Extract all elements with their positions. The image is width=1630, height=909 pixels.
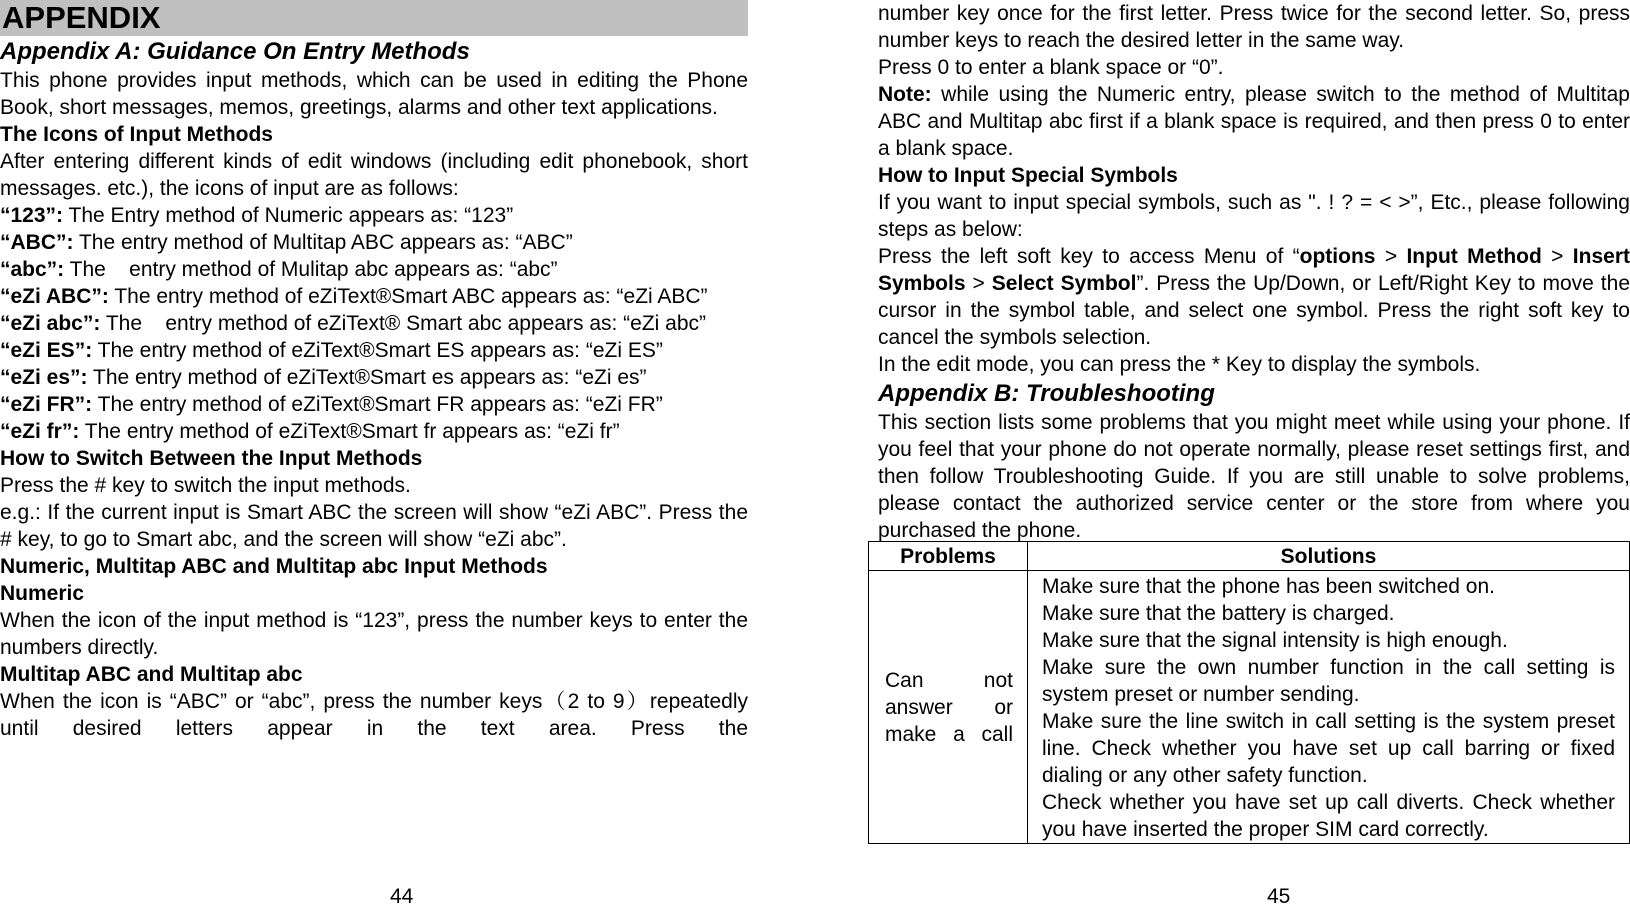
solution-item: Make sure the own number function in the call setting is system preset or number sending. [1042,656,1615,706]
appendix-header: APPENDIX [0,0,748,36]
note-paragraph: Note: while using the Numeric entry, please switch to the method of Multitap ABC and Multitap abc first if a blank space is required, and then press 0 to enter a blank space. [878,83,1630,160]
icons-heading: The Icons of Input Methods [0,123,273,146]
icon-entry-ABC: “ABC”: The entry method of Multitap ABC appears as: “ABC” [0,231,573,254]
multitap-continued: number key once for the first letter. Press twice for the second letter. So, press number keys to reach the desired letter in the same way. [878,2,1630,52]
table-row [869,571,1630,844]
solutions-column-header: Solutions [1028,542,1630,571]
menu-path-paragraph: Press the left soft key to access Menu of “options > Input Method > Insert Symbols > Select Symbol”. Press the Up/Down, or Left/Right Key to move the cursor in the symbol table, and select one symbol. Press the right soft key to cancel the symbols selection. [878,245,1630,349]
problems-column-header: Problems [869,542,1028,571]
icon-entry-ezi-FR: “eZi FR”: The entry method of eZiText®Smart FR appears as: “eZi FR” [0,393,663,416]
left-page [0,0,748,742]
special-symbols-heading: How to Input Special Symbols [878,164,1178,187]
appendix-b-title: Appendix B: Troubleshooting [878,380,1215,407]
icon-entry-ezi-ES: “eZi ES”: The entry method of eZiText®Smart ES appears as: “eZi ES” [0,339,663,362]
icon-entry-123: “123”: The Entry method of Numeric appears as: “123” [0,204,514,227]
icon-entry-ezi-es: “eZi es”: The entry method of eZiText®Smart es appears as: “eZi es” [0,366,647,389]
troubleshooting-table [868,541,1630,844]
icon-entry-ezi-abc: “eZi abc”: The entry method of eZiText® Smart abc appears as: “eZi abc” [0,312,707,335]
special-symbols-paragraph: If you want to input special symbols, such as ". ! ? = < >”, Etc., please following steps as below: [878,191,1630,241]
solution-item: Make sure that the battery is charged. [1042,602,1395,625]
numeric-multitap-heading: Numeric, Multitap ABC and Multitap abc Input Methods [0,555,548,578]
numeric-heading: Numeric [0,582,85,605]
icons-intro: After entering different kinds of edit windows (including edit phonebook, short messages. etc.), the icons of input are as follows: [0,150,748,200]
table-header-row [869,542,1630,571]
solution-item: Make sure that the phone has been switched on. [1042,575,1495,598]
icon-entry-ezi-ABC: “eZi ABC”: The entry method of eZiText®Smart ABC appears as: “eZi ABC” [0,285,708,308]
switch-paragraph-1: Press the # key to switch the input methods. [0,474,411,497]
solution-item: Check whether you have set up call diverts. Check whether you have inserted the proper SIM card correctly. [1042,791,1615,841]
solutions-cell [1028,571,1630,844]
edit-mode-paragraph: In the edit mode, you can press the * Key to display the symbols. [878,353,1481,376]
multitap-heading: Multitap ABC and Multitap abc [0,663,303,686]
troubleshooting-intro: This section lists some problems that you might meet while using your phone. If you feel that your phone do not operate normally, please reset settings first, and then follow Troubleshooting Guide. If you are still unable to solve problems, please contact the authorized service center or the store from where you purchased the phone. [878,411,1630,542]
page-number-right: 45 [1267,885,1291,908]
problem-cell: Can not answer or make a call [869,571,1028,844]
zero-key-text: Press 0 to enter a blank space or “0”. [878,56,1224,79]
page-number-left: 44 [390,885,414,908]
appendix-a-title: Appendix A: Guidance On Entry Methods [0,38,470,65]
solution-item: Make sure the line switch in call setting is the system preset line. Check whether you have set up call barring or fixed dialing or any other safety function. [1042,710,1615,787]
icon-entry-abc: “abc”: The entry method of Mulitap abc appears as: “abc” [0,258,558,281]
note-label: Note: [878,83,932,106]
icon-entry-ezi-fr: “eZi fr”: The entry method of eZiText®Smart fr appears as: “eZi fr” [0,420,620,443]
intro-paragraph: This phone provides input methods, which can be used in editing the Phone Book, short messages, memos, greetings, alarms and other text applications. [0,69,748,119]
solution-item: Make sure that the signal intensity is high enough. [1042,629,1508,652]
numeric-paragraph: When the icon of the input method is “123”, press the number keys to enter the numbers directly. [0,609,748,659]
switch-heading: How to Switch Between the Input Methods [0,447,423,470]
multitap-paragraph: When the icon is “ABC” or “abc”, press the number keys（2 to 9）repeatedly until desired letters appear in the text area. Press the [0,690,748,740]
switch-paragraph-2: e.g.: If the current input is Smart ABC the screen will show “eZi ABC”. Press the # key, to go to Smart abc, and the screen will show “eZi abc”. [0,501,748,551]
right-page [878,0,1630,544]
